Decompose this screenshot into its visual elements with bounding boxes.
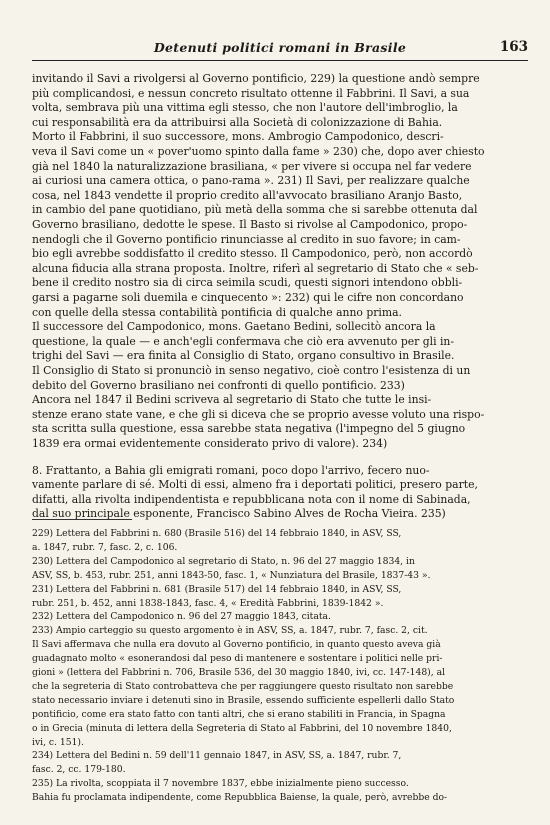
footnote-line: 233) Ampio carteggio su questo argomento è in ASV, SS, a. 1847, rubr. 7, fasc. 2, cit. (32, 625, 428, 637)
body-line: invitando il Savi a rivolgersi al Governo pontificio, 229) la questione andò sempre (32, 72, 480, 85)
body-line: in cambio del pane quotidiano, più metà della somma che si sarebbe ottenuta dal (32, 203, 478, 217)
footnote-line: 234) Lettera del Bedini n. 59 dell'11 gennaio 1847, in ASV, SS, a. 1847, rubr. 7, (32, 750, 402, 762)
body-line: cui responsabilità era da attribuirsi alla Società di colonizzazione di Bahia. (32, 115, 443, 129)
footnote-line: pontificio, come era stato fatto con tanti altri, che si erano stabiliti in Francia, in Spagna (32, 708, 446, 720)
body-line: ai curiosi una camera ottica, o pano-rama ». 231) Il Savi, per realizzare qualche (32, 174, 470, 188)
footnote-line: 229) Lettera del Fabbrini n. 680 (Brasile 516) del 14 febbraio 1840, in ASV, SS, (32, 528, 402, 539)
footnote-line: 230) Lettera del Campodonico al segretario di Stato, n. 96 del 27 maggio 1834, in (32, 555, 415, 567)
body-line: trighi del Savi — era finita al Consiglio di Stato, organo consultivo in Brasile. (32, 349, 455, 363)
page-number: 163 (499, 39, 528, 55)
footnote-line: che la segreteria di Stato controbatteva che per raggiungere questo risultato non sarebbe (32, 680, 454, 692)
body-line: già nel 1840 la naturalizzazione brasiliana, « per vivere si occupa nel far vedere (32, 159, 472, 173)
body-line: stenze erano state vane, e che gli si diceva che se proprio avesse voluto una rispo- (32, 407, 485, 421)
body-line: bio egli avrebbe soddisfatto il credito stesso. Il Campodonico, però, non accordò (32, 247, 473, 261)
page-header (32, 38, 528, 61)
body-line: questione, la quale — e anch'egli confermava che ciò era avvenuto per gli in- (32, 334, 455, 348)
body-line: Governo brasiliano, dedotte le spese. Il Basto si rivolse al Campodonico, propo- (32, 218, 468, 231)
body-line: veva il Savi come un « pover'uomo spinto dalla fame » 230) che, dopo aver chiesto (32, 145, 485, 158)
body-line: cosa, nel 1843 vendette il proprio credito all'avvocato brasiliano Aranjo Basto, (32, 188, 463, 202)
body-line: Il successore del Campodonico, mons. Gaetano Bedini, sollecitò ancora la (32, 320, 436, 334)
footnote-line: o in Grecia (minuta di lettera della Segreteria di Stato al Fabbrini, del 10 novembre 1840, (32, 722, 452, 734)
body-line: vamente parlare di sé. Molti di essi, almeno fra i deportati politici, presero parte, (32, 478, 478, 492)
body-line: alcuna fiducia alla strana proposta. Inoltre, riferì al segretario di Stato che « seb- (32, 261, 479, 275)
body-line: debito del Governo brasiliano nei confronti di quello pontificio. 233) (32, 378, 405, 392)
body-line: sta scritta sulla questione, essa sarebbe stata negativa (l'impegno del 5 giugno (32, 422, 466, 436)
body-line: nendogli che il Governo pontificio rinunciasse al credito in suo favore; in cam- (32, 232, 461, 246)
footnote-line: 232) Lettera del Campodonico n. 96 del 27 maggio 1843, citata. (32, 611, 331, 623)
footnote-line: Il Savi affermava che nulla era dovuto al Governo pontificio, in quanto questo aveva già (32, 639, 441, 651)
footnote-line: ASV, SS, b. 453, rubr. 251, anni 1843-50, fasc. 1, « Nunziatura del Brasile, 1837-43 ». (32, 569, 431, 581)
body-line: più complicandosi, e nessun concreto risultato ottenne il Fabbrini. Il Savi, a sua (32, 86, 470, 100)
footnote-line: rubr. 251, b. 452, anni 1838-1843, fasc. 4, « Eredità Fabbrini, 1839-1842 ». (32, 597, 384, 609)
footnote-line: gioni » (lettera del Fabbrini n. 706, Brasile 536, del 30 maggio 1840, ivi, cc. 147-148), al (32, 667, 446, 678)
body-line: garsi a pagarne soli duemila e cinquecento »: 232) qui le cifre non concordano (32, 291, 464, 304)
body-line: bene il credito nostro sia di circa seimila scudi, questi signori intendono obbli- (32, 276, 463, 290)
body-line: Ancora nel 1847 il Bedini scriveva al segretario di Stato che tutte le insi- (32, 393, 432, 407)
footnote-line: guadagnato molto « esonerandosi dal peso di mantenere e sostentare i politici nelle pri- (32, 653, 443, 665)
footnote-line: 235) La rivolta, scoppiata il 7 novembre 1837, ebbe inizialmente pieno successo. (32, 778, 409, 790)
body-line: Il Consiglio di Stato si pronunciò in senso negativo, cioè contro l'esistenza di un (32, 364, 471, 377)
body-line: 1839 era ormai evidentemente considerato privo di valore). 234) (32, 437, 388, 450)
body-line: Morto il Fabbrini, il suo successore, mons. Ambrogio Campodonico, descri- (32, 130, 444, 144)
footnote-line: stato necessario inviare i detenuti sino in Brasile, essendo sufficiente espellerli dallo Stato (32, 694, 455, 706)
footnote-line: 231) Lettera del Fabbrini n. 681 (Brasile 517) del 14 febbraio 1840, in ASV, SS, (32, 583, 402, 595)
footnote-line: Bahia fu proclamata indipendente, come Repubblica Baiense, la quale, però, avrebbe do- (32, 792, 448, 804)
body-line: volta, sembrava più una vittima egli stesso, che non l'autore dell'imbroglio, la (32, 101, 458, 115)
body-line: dal suo principale esponente, Francisco Sabino Alves de Rocha Vieira. 235) (32, 507, 446, 521)
body-line: 8. Frattanto, a Bahia gli emigrati romani, poco dopo l'arrivo, fecero nuo- (32, 463, 430, 477)
footnote-line: a. 1847, rubr. 7, fasc. 2, c. 106. (32, 541, 178, 553)
body-line: con quelle della stessa contabilità pontificia di qualche anno prima. (32, 305, 402, 319)
running-title: Detenuti politici romani in Brasile (153, 40, 407, 55)
footnote-line: ivi, c. 151). (32, 736, 84, 748)
footnote-line: fasc. 2, cc. 179-180. (32, 764, 126, 776)
body-line: difatti, alla rivolta indipendentista e repubblicana nota con il nome di Sabinada, (32, 492, 471, 506)
footnote-separator (32, 519, 132, 520)
